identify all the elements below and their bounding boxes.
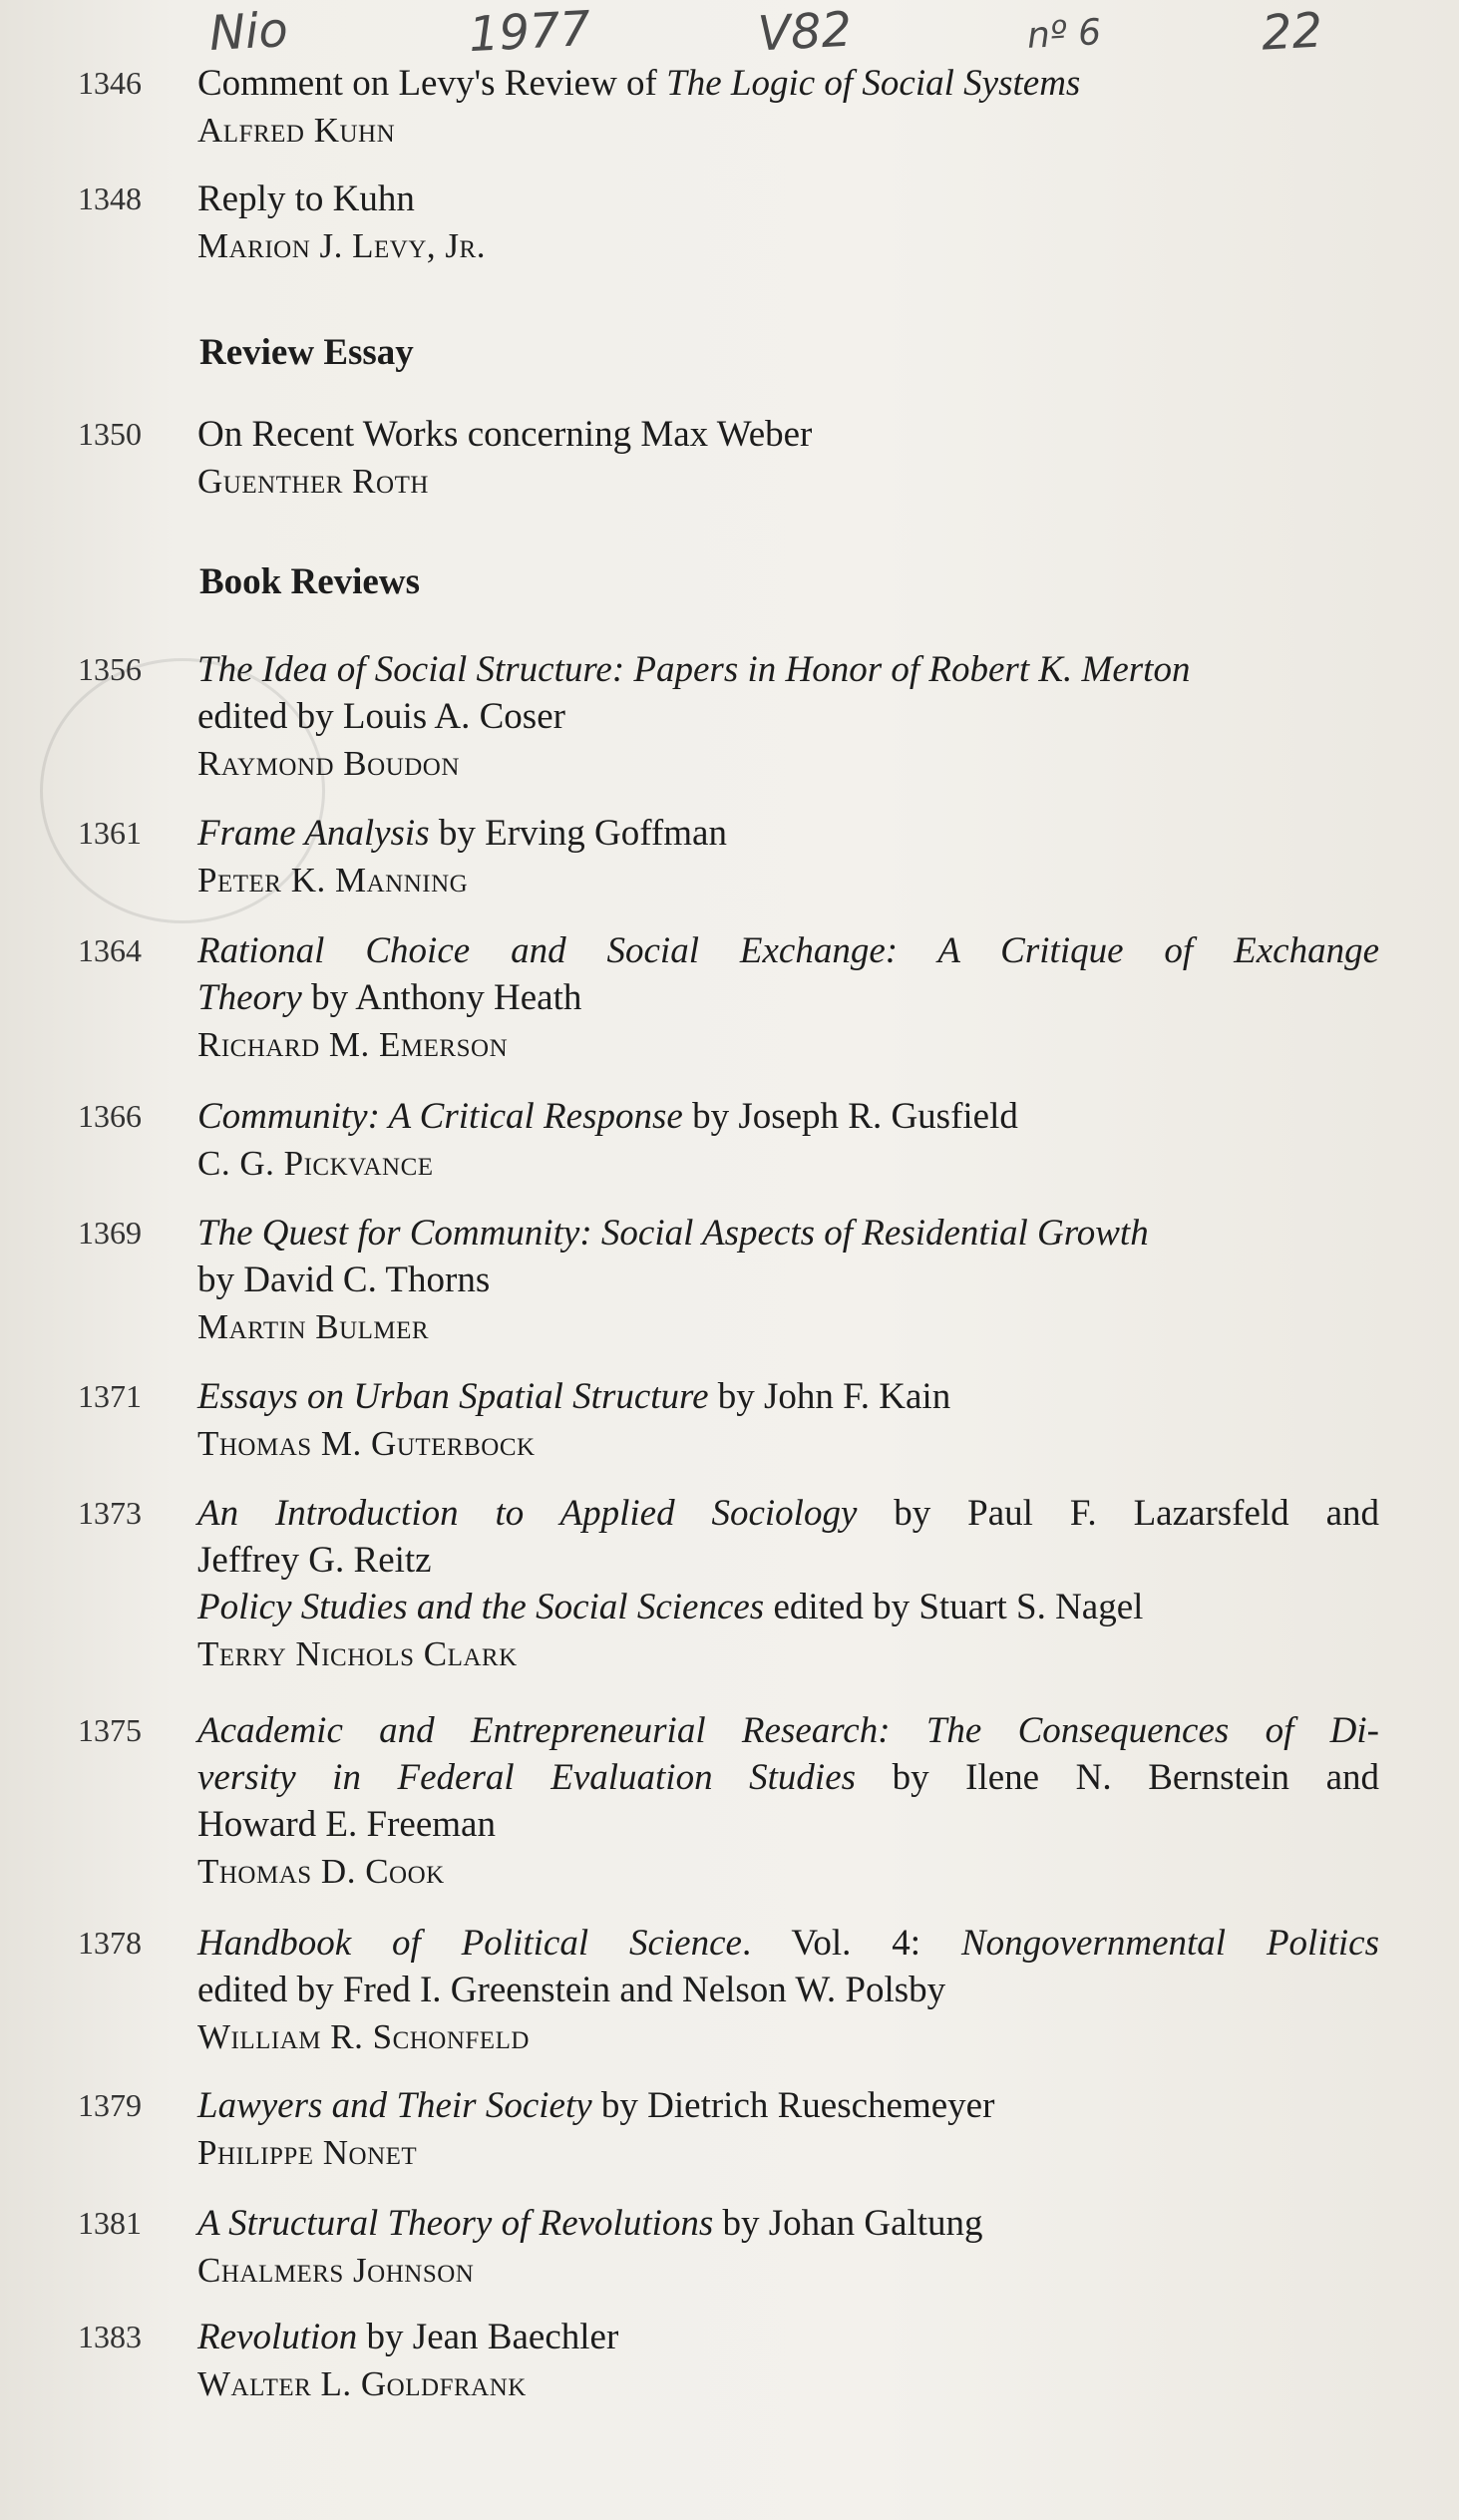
page-number: 1379 (78, 2087, 142, 2123)
page-number: 1356 (78, 651, 142, 687)
book-title: Academic and Entrepreneurial Research: The Consequences of Di- (197, 1710, 1379, 1751)
book-author: by Jean Baechler (357, 2317, 619, 2357)
book-editor: edited by Fred I. Greenstein and Nelson W. Polsby (197, 1970, 946, 2010)
book-author: by John F. Kain (708, 1376, 951, 1417)
toc-entry (197, 810, 1379, 903)
book-title: Community: A Critical Response (197, 1096, 683, 1137)
page-number: 1383 (78, 2319, 142, 2354)
handwritten-year: 1977 (467, 0, 592, 64)
handwritten-volume: V82 (756, 1, 854, 63)
toc-entry (197, 2314, 1379, 2407)
book-author: by Johan Galtung (713, 2203, 983, 2244)
book-volume: . Vol. 4: (741, 1923, 961, 1964)
page-number: 1378 (78, 1925, 142, 1961)
book-author-cont: Jeffrey G. Reitz (197, 1540, 432, 1581)
toc-entry (197, 2082, 1379, 2176)
reviewer-name: C. G. Pickvance (197, 1144, 434, 1183)
book-title: The Idea of Social Structure: Papers in Honor of Robert K. Merton (197, 649, 1191, 690)
page-number: 1371 (78, 1378, 142, 1414)
toc-entry (197, 411, 1379, 505)
reviewer-name: Chalmers Johnson (197, 2251, 475, 2290)
page-number: 1364 (78, 932, 142, 968)
reviewer-name: Philippe Nonet (197, 2133, 418, 2172)
toc-entry (197, 1490, 1379, 1677)
book-title: An Introduction to Applied Sociology (197, 1493, 858, 1534)
reviewer-name: Raymond Boudon (197, 744, 460, 783)
reviewer-name: Marion J. Levy, Jr. (197, 226, 486, 265)
book-author-cont: Howard E. Freeman (197, 1804, 496, 1845)
entry-title: The Logic of Social Systems (666, 63, 1081, 104)
book-title: Revolution (197, 2317, 358, 2357)
handwritten-mark: Nio (207, 1, 290, 63)
book-title-2: Policy Studies and the Social Sciences (197, 1587, 765, 1627)
toc-entry (197, 2200, 1379, 2294)
toc-entry (197, 646, 1379, 787)
reviewer-name: Richard M. Emerson (197, 1025, 509, 1064)
book-title: Rational Choice and Social Exchange: A Critique of Exchange (197, 930, 1379, 971)
book-title: Essays on Urban Spatial Structure (197, 1376, 709, 1417)
book-title: The Quest for Community: Social Aspects of Residential Growth (197, 1213, 1149, 1254)
book-author: by Paul F. Lazarsfeld and (857, 1493, 1379, 1534)
page-number: 1348 (78, 180, 142, 216)
book-author: by Joseph R. Gusfield (682, 1096, 1018, 1137)
page-number: 1346 (78, 65, 142, 101)
book-title-cont: versity in Federal Evaluation Studies (197, 1757, 857, 1798)
entry-text: Comment on Levy's Review of (197, 63, 667, 104)
reviewer-name: Thomas D. Cook (197, 1852, 445, 1891)
toc-entry (197, 1920, 1379, 2060)
toc-entry (197, 1373, 1379, 1467)
entry-text: On Recent Works concerning Max Weber (197, 414, 813, 455)
book-editor: edited by Louis A. Coser (197, 696, 565, 737)
book-subtitle: Nongovernmental Politics (960, 1923, 1379, 1964)
page-number: 1375 (78, 1712, 142, 1748)
book-author: by Anthony Heath (301, 977, 582, 1018)
reviewer-name: Martin Bulmer (197, 1307, 430, 1346)
book-author: by Ilene N. Bernstein and (856, 1757, 1379, 1798)
book-author: by David C. Thorns (197, 1260, 491, 1300)
section-heading-book-reviews: Book Reviews (199, 561, 420, 602)
book-title: A Structural Theory of Revolutions (197, 2203, 714, 2244)
book-title: Handbook of Political Science (197, 1923, 742, 1964)
reviewer-name: Peter K. Manning (197, 861, 469, 900)
reviewer-name: Terry Nichols Clark (197, 1634, 518, 1673)
handwritten-issue: nº 6 (1025, 12, 1103, 57)
reviewer-name: William R. Schonfeld (197, 2017, 530, 2056)
book-title: Lawyers and Their Society (197, 2085, 592, 2126)
reviewer-name: Alfred Kuhn (197, 111, 396, 150)
handwritten-number: 22 (1260, 2, 1324, 62)
toc-entry (197, 927, 1379, 1068)
entry-line (197, 60, 1379, 107)
entry-text: Reply to Kuhn (197, 179, 415, 219)
book-editor: edited by Stuart S. Nagel (764, 1587, 1144, 1627)
book-author: by Dietrich Rueschemeyer (591, 2085, 995, 2126)
page-number: 1369 (78, 1215, 142, 1251)
book-author: by Erving Goffman (429, 813, 727, 854)
page-number: 1381 (78, 2205, 142, 2241)
reviewer-name: Thomas M. Guterbock (197, 1424, 536, 1463)
page-number: 1373 (78, 1495, 142, 1531)
book-title-cont: Theory (197, 977, 302, 1018)
page-number: 1361 (78, 815, 142, 851)
toc-entry (197, 1707, 1379, 1895)
page-number: 1366 (78, 1098, 142, 1134)
section-heading-review-essay: Review Essay (199, 332, 414, 373)
toc-entry (197, 1210, 1379, 1350)
book-title: Frame Analysis (197, 813, 430, 854)
reviewer-name: Walter L. Goldfrank (197, 2364, 527, 2403)
page-number: 1350 (78, 416, 142, 452)
toc-entry (197, 60, 1379, 154)
toc-entry (197, 1093, 1379, 1187)
toc-entry (197, 176, 1379, 269)
reviewer-name: Guenther Roth (197, 462, 429, 501)
